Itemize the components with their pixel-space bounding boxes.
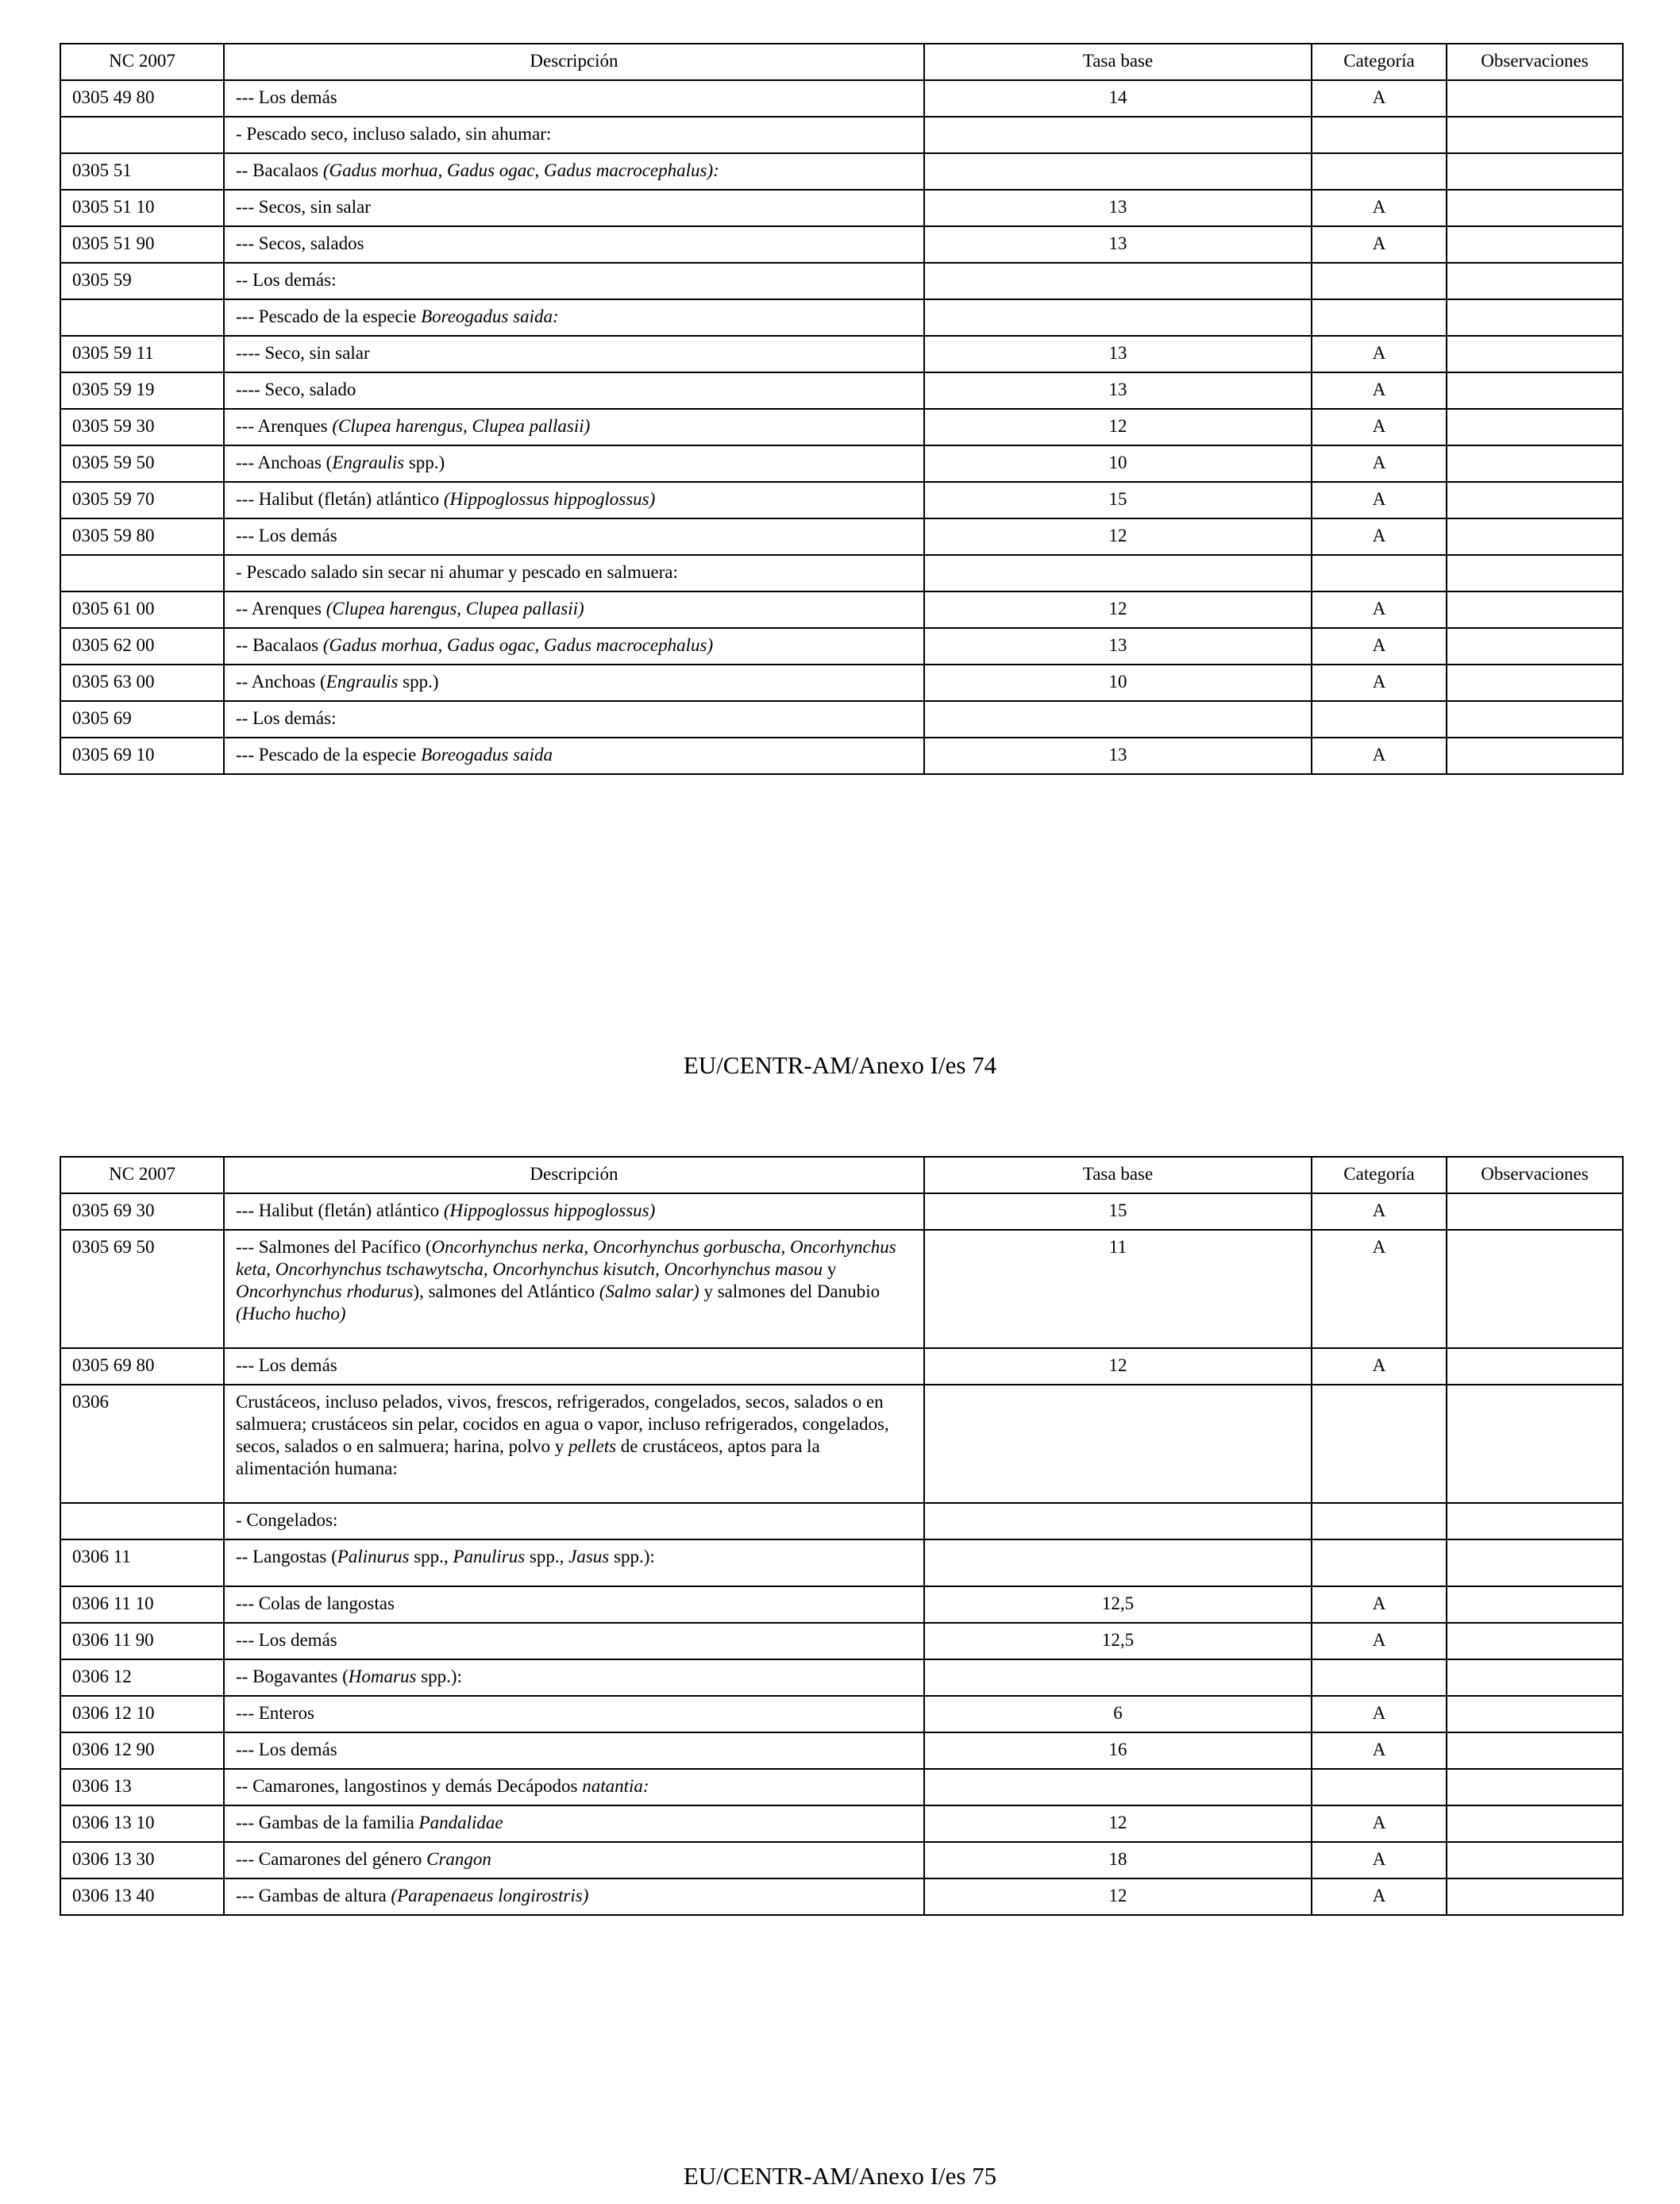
base-rate-cell: 12 bbox=[924, 1878, 1312, 1915]
nc-code-cell bbox=[60, 299, 224, 336]
description-cell bbox=[224, 738, 924, 774]
description-text: ---- Seco, salado bbox=[236, 380, 356, 399]
description-text: -- Langostas ( bbox=[236, 1547, 337, 1566]
description-italic-text: (Salmo salar) bbox=[599, 1281, 699, 1301]
description-text: --- Enteros bbox=[236, 1703, 314, 1723]
description-text: --- Pescado de la especie bbox=[236, 306, 422, 326]
category-cell: A bbox=[1312, 738, 1447, 774]
description-italic-text: Pandalidae bbox=[418, 1813, 503, 1832]
nc-code-cell: 0306 13 40 bbox=[60, 1878, 224, 1915]
base-rate-cell bbox=[924, 299, 1312, 336]
observations-cell bbox=[1447, 1539, 1623, 1586]
nc-code-cell: 0305 69 80 bbox=[60, 1348, 224, 1385]
description-cell bbox=[224, 372, 924, 409]
nc-code-cell: 0305 69 50 bbox=[60, 1230, 224, 1348]
nc-code-cell: 0305 59 70 bbox=[60, 482, 224, 518]
category-cell: A bbox=[1312, 336, 1447, 372]
description-text: -- Bogavantes ( bbox=[236, 1666, 349, 1686]
description-cell bbox=[224, 1503, 924, 1539]
description-italic-text: Boreogadus saida: bbox=[421, 306, 559, 326]
description-cell bbox=[224, 482, 924, 518]
base-rate-cell bbox=[924, 701, 1312, 738]
category-cell: A bbox=[1312, 1842, 1447, 1878]
table-row bbox=[60, 80, 1623, 117]
table-row bbox=[60, 117, 1623, 153]
category-cell bbox=[1312, 1539, 1447, 1586]
description-cell bbox=[224, 665, 924, 701]
category-cell: A bbox=[1312, 1696, 1447, 1732]
observations-cell bbox=[1447, 1623, 1623, 1659]
category-cell bbox=[1312, 299, 1447, 336]
description-italic-text: (Gadus morhua, Gadus ogac, Gadus macrocephalus): bbox=[322, 160, 719, 180]
description-text: Crustáceos, incluso pelados, vivos, frescos, refrigerados, congelados, secos, salados o en salmuera; crustáceos sin pelar, cocidos en agua o vapor, incluso refrigerados, congelados, secos, salados o en salmuera; harina, polvo y bbox=[236, 1392, 889, 1456]
description-italic-text: (Gadus morhua, Gadus ogac, Gadus macrocephalus) bbox=[322, 635, 714, 655]
nc-code-cell: 0305 63 00 bbox=[60, 665, 224, 701]
description-cell bbox=[224, 1623, 924, 1659]
category-cell: A bbox=[1312, 190, 1447, 226]
description-text: --- Secos, sin salar bbox=[236, 197, 371, 217]
description-cell bbox=[224, 117, 924, 153]
description-italic-text: Jasus bbox=[568, 1547, 610, 1566]
nc-code-cell: 0306 11 bbox=[60, 1539, 224, 1586]
base-rate-cell bbox=[924, 1503, 1312, 1539]
description-text: --- Salmones del Pacífico ( bbox=[236, 1237, 432, 1257]
observations-cell bbox=[1447, 1696, 1623, 1732]
description-text: y salmones del Danubio bbox=[699, 1281, 880, 1301]
base-rate-cell bbox=[924, 1769, 1312, 1805]
base-rate-cell: 15 bbox=[924, 482, 1312, 518]
description-text: --- Arenques bbox=[236, 416, 333, 436]
header-nc: NC 2007 bbox=[60, 44, 224, 80]
description-text: spp.): bbox=[416, 1666, 462, 1686]
table-row bbox=[60, 1623, 1623, 1659]
tariff-table-page-75 bbox=[60, 1156, 1624, 1916]
table-row bbox=[60, 518, 1623, 555]
table-row bbox=[60, 555, 1623, 591]
description-text: - Pescado salado sin secar ni ahumar y pescado en salmuera: bbox=[236, 562, 678, 582]
description-cell bbox=[224, 263, 924, 299]
nc-code-cell: 0306 13 30 bbox=[60, 1842, 224, 1878]
observations-cell bbox=[1447, 1503, 1623, 1539]
description-text: -- Arenques bbox=[236, 599, 326, 618]
base-rate-cell: 12,5 bbox=[924, 1623, 1312, 1659]
description-text: spp.): bbox=[609, 1547, 655, 1566]
description-text: --- Anchoas ( bbox=[236, 453, 333, 472]
base-rate-cell: 12 bbox=[924, 518, 1312, 555]
observations-cell bbox=[1447, 1878, 1623, 1915]
category-cell: A bbox=[1312, 1805, 1447, 1842]
base-rate-cell: 13 bbox=[924, 628, 1312, 665]
table-row bbox=[60, 409, 1623, 445]
description-cell bbox=[224, 336, 924, 372]
description-text: - Congelados: bbox=[236, 1510, 338, 1530]
table-row bbox=[60, 1348, 1623, 1385]
description-cell bbox=[224, 299, 924, 336]
category-cell: A bbox=[1312, 482, 1447, 518]
header-description: Descripción bbox=[224, 44, 924, 80]
category-cell: A bbox=[1312, 1348, 1447, 1385]
observations-cell bbox=[1447, 701, 1623, 738]
table-row bbox=[60, 1385, 1623, 1503]
category-cell: A bbox=[1312, 409, 1447, 445]
nc-code-cell: 0306 12 bbox=[60, 1659, 224, 1696]
description-text: y bbox=[823, 1259, 837, 1279]
description-text: spp., bbox=[525, 1547, 569, 1566]
description-cell bbox=[224, 445, 924, 482]
header-description: Descripción bbox=[224, 1157, 924, 1193]
base-rate-cell bbox=[924, 117, 1312, 153]
nc-code-cell: 0305 69 10 bbox=[60, 738, 224, 774]
table-row bbox=[60, 1193, 1623, 1230]
description-cell bbox=[224, 701, 924, 738]
description-cell bbox=[224, 1769, 924, 1805]
description-text: de crustáceos, aptos para la alimentación humana: bbox=[236, 1436, 820, 1478]
category-cell: A bbox=[1312, 80, 1447, 117]
category-cell: A bbox=[1312, 1193, 1447, 1230]
category-cell: A bbox=[1312, 591, 1447, 628]
description-cell bbox=[224, 1696, 924, 1732]
table-row bbox=[60, 226, 1623, 263]
description-italic-text: Panulirus bbox=[453, 1547, 526, 1566]
base-rate-cell: 12 bbox=[924, 409, 1312, 445]
base-rate-cell: 12 bbox=[924, 591, 1312, 628]
description-italic-text: Homarus bbox=[348, 1666, 417, 1686]
description-text: spp.) bbox=[398, 672, 439, 692]
description-text: ---- Seco, sin salar bbox=[236, 343, 370, 363]
nc-code-cell: 0305 62 00 bbox=[60, 628, 224, 665]
table-row bbox=[60, 372, 1623, 409]
nc-code-cell: 0305 59 19 bbox=[60, 372, 224, 409]
description-italic-text: natantia: bbox=[582, 1776, 649, 1796]
table-row bbox=[60, 1696, 1623, 1732]
base-rate-cell bbox=[924, 153, 1312, 190]
nc-code-cell: 0306 13 10 bbox=[60, 1805, 224, 1842]
description-cell bbox=[224, 591, 924, 628]
base-rate-cell: 18 bbox=[924, 1842, 1312, 1878]
base-rate-cell: 10 bbox=[924, 665, 1312, 701]
table-header-row bbox=[60, 44, 1623, 80]
observations-cell bbox=[1447, 263, 1623, 299]
description-text: --- Secos, salados bbox=[236, 233, 364, 253]
nc-code-cell: 0305 61 00 bbox=[60, 591, 224, 628]
nc-code-cell: 0305 51 bbox=[60, 153, 224, 190]
nc-code-cell bbox=[60, 117, 224, 153]
category-cell: A bbox=[1312, 226, 1447, 263]
tariff-table-page-74 bbox=[60, 43, 1624, 775]
description-italic-text: Boreogadus saida bbox=[421, 745, 553, 765]
category-cell bbox=[1312, 263, 1447, 299]
category-cell: A bbox=[1312, 1230, 1447, 1348]
description-text: - Pescado seco, incluso salado, sin ahumar: bbox=[236, 124, 552, 144]
observations-cell bbox=[1447, 445, 1623, 482]
nc-code-cell: 0305 59 80 bbox=[60, 518, 224, 555]
base-rate-cell: 10 bbox=[924, 445, 1312, 482]
base-rate-cell bbox=[924, 555, 1312, 591]
description-cell bbox=[224, 555, 924, 591]
description-cell bbox=[224, 1230, 924, 1348]
header-category: Categoría bbox=[1312, 1157, 1447, 1193]
base-rate-cell: 15 bbox=[924, 1193, 1312, 1230]
nc-code-cell: 0305 59 50 bbox=[60, 445, 224, 482]
description-italic-text: (Hippoglossus hippoglossus) bbox=[443, 1200, 656, 1220]
nc-code-cell: 0306 12 10 bbox=[60, 1696, 224, 1732]
table-row bbox=[60, 591, 1623, 628]
description-text: --- Halibut (fletán) atlántico bbox=[236, 1200, 444, 1220]
observations-cell bbox=[1447, 1348, 1623, 1385]
observations-cell bbox=[1447, 1805, 1623, 1842]
description-text: --- Colas de langostas bbox=[236, 1593, 395, 1613]
category-cell: A bbox=[1312, 628, 1447, 665]
header-nc: NC 2007 bbox=[60, 1157, 224, 1193]
description-text: spp.) bbox=[404, 453, 445, 472]
table-row bbox=[60, 190, 1623, 226]
table-row bbox=[60, 1878, 1623, 1915]
table-row bbox=[60, 445, 1623, 482]
description-cell bbox=[224, 1348, 924, 1385]
base-rate-cell: 13 bbox=[924, 738, 1312, 774]
table-row bbox=[60, 738, 1623, 774]
observations-cell bbox=[1447, 372, 1623, 409]
description-cell bbox=[224, 80, 924, 117]
description-cell bbox=[224, 1193, 924, 1230]
table-row bbox=[60, 263, 1623, 299]
base-rate-cell bbox=[924, 1385, 1312, 1503]
table-row bbox=[60, 665, 1623, 701]
nc-code-cell bbox=[60, 555, 224, 591]
page-footer-reference: EU/CENTR-AM/Anexo I/es 75 bbox=[683, 2162, 997, 2190]
description-text: -- Camarones, langostinos y demás Decápodos bbox=[236, 1776, 583, 1796]
observations-cell bbox=[1447, 1586, 1623, 1623]
observations-cell bbox=[1447, 1230, 1623, 1348]
description-text: --- Gambas de altura bbox=[236, 1886, 391, 1905]
nc-code-cell bbox=[60, 1503, 224, 1539]
observations-cell bbox=[1447, 226, 1623, 263]
table-row bbox=[60, 336, 1623, 372]
category-cell: A bbox=[1312, 518, 1447, 555]
description-cell bbox=[224, 409, 924, 445]
header-observations: Observaciones bbox=[1447, 1157, 1623, 1193]
nc-code-cell: 0305 51 90 bbox=[60, 226, 224, 263]
category-cell bbox=[1312, 1659, 1447, 1696]
table-row bbox=[60, 1805, 1623, 1842]
description-text: -- Bacalaos bbox=[236, 635, 323, 655]
observations-cell bbox=[1447, 80, 1623, 117]
category-cell: A bbox=[1312, 1586, 1447, 1623]
base-rate-cell: 13 bbox=[924, 372, 1312, 409]
header-observations: Observaciones bbox=[1447, 44, 1623, 80]
table-row bbox=[60, 1659, 1623, 1696]
description-text: --- Camarones del género bbox=[236, 1849, 427, 1869]
table-row bbox=[60, 1769, 1623, 1805]
description-cell bbox=[224, 1539, 924, 1586]
description-text: --- Los demás bbox=[236, 1355, 337, 1375]
description-italic-text: (Parapenaeus longirostris) bbox=[391, 1886, 589, 1905]
category-cell: A bbox=[1312, 665, 1447, 701]
nc-code-cell: 0306 11 90 bbox=[60, 1623, 224, 1659]
nc-code-cell: 0306 bbox=[60, 1385, 224, 1503]
base-rate-cell: 6 bbox=[924, 1696, 1312, 1732]
observations-cell bbox=[1447, 153, 1623, 190]
table-row bbox=[60, 628, 1623, 665]
category-cell bbox=[1312, 701, 1447, 738]
table-header-row bbox=[60, 1157, 1623, 1193]
observations-cell bbox=[1447, 117, 1623, 153]
observations-cell bbox=[1447, 482, 1623, 518]
description-italic-text: (Clupea harengus, Clupea pallasii) bbox=[326, 599, 584, 618]
description-cell bbox=[224, 1805, 924, 1842]
observations-cell bbox=[1447, 409, 1623, 445]
base-rate-cell: 16 bbox=[924, 1732, 1312, 1769]
observations-cell bbox=[1447, 738, 1623, 774]
category-cell bbox=[1312, 153, 1447, 190]
base-rate-cell bbox=[924, 263, 1312, 299]
description-italic-text: (Clupea harengus, Clupea pallasii) bbox=[332, 416, 591, 436]
observations-cell bbox=[1447, 1732, 1623, 1769]
description-cell bbox=[224, 1732, 924, 1769]
description-cell bbox=[224, 153, 924, 190]
description-italic-text: (Hippoglossus hippoglossus) bbox=[443, 489, 656, 509]
observations-cell bbox=[1447, 628, 1623, 665]
nc-code-cell: 0305 51 10 bbox=[60, 190, 224, 226]
observations-cell bbox=[1447, 1659, 1623, 1696]
table-row bbox=[60, 701, 1623, 738]
observations-cell bbox=[1447, 1769, 1623, 1805]
base-rate-cell: 11 bbox=[924, 1230, 1312, 1348]
category-cell bbox=[1312, 1385, 1447, 1503]
table-row bbox=[60, 1842, 1623, 1878]
category-cell bbox=[1312, 1769, 1447, 1805]
table-row bbox=[60, 299, 1623, 336]
observations-cell bbox=[1447, 299, 1623, 336]
base-rate-cell: 13 bbox=[924, 226, 1312, 263]
category-cell bbox=[1312, 1503, 1447, 1539]
description-italic-text: (Hucho hucho) bbox=[236, 1304, 346, 1324]
base-rate-cell: 13 bbox=[924, 190, 1312, 226]
header-base-rate: Tasa base bbox=[924, 1157, 1312, 1193]
description-text: -- Anchoas ( bbox=[236, 672, 326, 692]
observations-cell bbox=[1447, 1385, 1623, 1503]
category-cell bbox=[1312, 117, 1447, 153]
category-cell: A bbox=[1312, 445, 1447, 482]
base-rate-cell: 14 bbox=[924, 80, 1312, 117]
observations-cell bbox=[1447, 1842, 1623, 1878]
nc-code-cell: 0305 59 bbox=[60, 263, 224, 299]
description-cell bbox=[224, 1385, 924, 1503]
description-text: spp., bbox=[409, 1547, 453, 1566]
base-rate-cell: 13 bbox=[924, 336, 1312, 372]
description-text: ), salmones del Atlántico bbox=[413, 1281, 599, 1301]
observations-cell bbox=[1447, 591, 1623, 628]
description-text: --- Gambas de la familia bbox=[236, 1813, 419, 1832]
table-body bbox=[60, 80, 1623, 774]
nc-code-cell: 0305 69 30 bbox=[60, 1193, 224, 1230]
table-row bbox=[60, 153, 1623, 190]
base-rate-cell: 12 bbox=[924, 1805, 1312, 1842]
description-text: --- Halibut (fletán) atlántico bbox=[236, 489, 444, 509]
observations-cell bbox=[1447, 665, 1623, 701]
nc-code-cell: 0306 13 bbox=[60, 1769, 224, 1805]
table-body bbox=[60, 1193, 1623, 1915]
observations-cell bbox=[1447, 190, 1623, 226]
category-cell: A bbox=[1312, 1878, 1447, 1915]
observations-cell bbox=[1447, 1193, 1623, 1230]
description-cell bbox=[224, 1842, 924, 1878]
description-italic-text: Crangon bbox=[426, 1849, 491, 1869]
description-italic-text: Engraulis bbox=[332, 453, 405, 472]
description-cell bbox=[224, 1878, 924, 1915]
description-italic-text: Engraulis bbox=[326, 672, 399, 692]
description-text: --- Los demás bbox=[236, 1630, 337, 1650]
header-category: Categoría bbox=[1312, 44, 1447, 80]
description-text: --- Los demás bbox=[236, 526, 337, 545]
description-cell bbox=[224, 518, 924, 555]
description-text: --- Pescado de la especie bbox=[236, 745, 422, 765]
nc-code-cell: 0305 59 11 bbox=[60, 336, 224, 372]
description-text: --- Los demás bbox=[236, 1740, 337, 1759]
nc-code-cell: 0305 49 80 bbox=[60, 80, 224, 117]
observations-cell bbox=[1447, 518, 1623, 555]
table-row bbox=[60, 1732, 1623, 1769]
header-base-rate: Tasa base bbox=[924, 44, 1312, 80]
description-text: -- Los demás: bbox=[236, 708, 337, 728]
category-cell: A bbox=[1312, 372, 1447, 409]
description-cell bbox=[224, 628, 924, 665]
description-cell bbox=[224, 190, 924, 226]
base-rate-cell bbox=[924, 1539, 1312, 1586]
category-cell bbox=[1312, 555, 1447, 591]
table-row bbox=[60, 1586, 1623, 1623]
description-italic-text: Palinurus bbox=[337, 1547, 410, 1566]
nc-code-cell: 0306 11 10 bbox=[60, 1586, 224, 1623]
description-text: -- Bacalaos bbox=[236, 160, 323, 180]
observations-cell bbox=[1447, 555, 1623, 591]
description-cell bbox=[224, 1586, 924, 1623]
description-cell bbox=[224, 226, 924, 263]
base-rate-cell: 12,5 bbox=[924, 1586, 1312, 1623]
page-footer-reference: EU/CENTR-AM/Anexo I/es 74 bbox=[683, 1051, 997, 1079]
nc-code-cell: 0305 59 30 bbox=[60, 409, 224, 445]
table-row bbox=[60, 1503, 1623, 1539]
description-cell bbox=[224, 1659, 924, 1696]
category-cell: A bbox=[1312, 1732, 1447, 1769]
base-rate-cell: 12 bbox=[924, 1348, 1312, 1385]
nc-code-cell: 0306 12 90 bbox=[60, 1732, 224, 1769]
observations-cell bbox=[1447, 336, 1623, 372]
base-rate-cell bbox=[924, 1659, 1312, 1696]
nc-code-cell: 0305 69 bbox=[60, 701, 224, 738]
table-row bbox=[60, 1230, 1623, 1348]
description-italic-text: Oncorhynchus rhodurus bbox=[236, 1281, 414, 1301]
table-row bbox=[60, 1539, 1623, 1586]
description-italic-text: pellets bbox=[568, 1436, 617, 1456]
category-cell: A bbox=[1312, 1623, 1447, 1659]
table-row bbox=[60, 482, 1623, 518]
description-italic-text: Oncorhynchus nerka, Oncorhynchus gorbuscha, Oncorhynchus keta, Oncorhynchus tschawytscha, Oncorhynchus kisutch, Oncorhynchus masou bbox=[236, 1237, 896, 1279]
description-text: --- Los demás bbox=[236, 87, 337, 107]
description-text: -- Los demás: bbox=[236, 270, 337, 290]
